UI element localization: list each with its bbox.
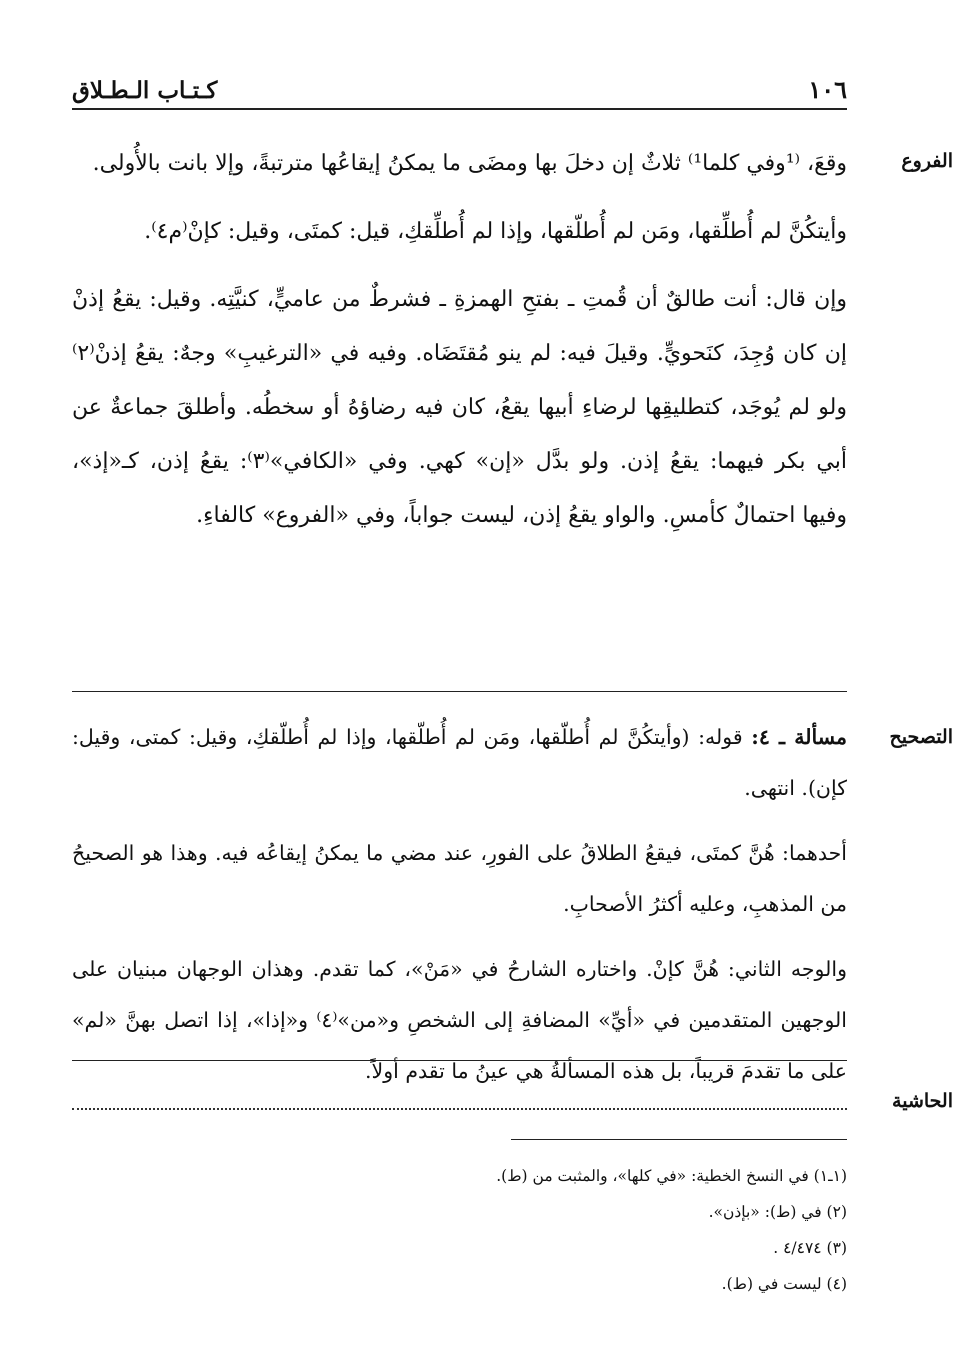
footnote-rule	[511, 1139, 847, 1140]
hashiya-label: الحاشية	[892, 1090, 953, 1112]
tashih-paragraph-2: أحدهما: هُنَّ كمتَى، فيقعُ الطلاقُ على الفورِ، عند مضي ما يمكنُ إيقاعُه فيه. وهذا هو الصحيحُ من المذهبِ، وعليه أكثرُ الأصحابِ.	[72, 841, 847, 916]
tashih-section	[72, 712, 847, 1111]
section-divider	[72, 691, 847, 692]
tashih-paragraph-1-text: قوله: (وأيتكُنَّ لم أُطلّقها، ومَن لم أُطلّقها، وإذا لم أُطلّقكِ، وقيل: كمتى، وقيل: كإن). انتهى.	[72, 725, 847, 800]
hashiya-dotted-line	[72, 1094, 847, 1110]
page-number: ١٠٦	[808, 75, 847, 104]
footnote-1: (١ـ١) في النسخ الخطية: «في كلها»، والمثبت من (ط).	[496, 1167, 847, 1185]
footnotes	[300, 1158, 847, 1302]
footnote-4: (٤) ليست في (ط).	[721, 1275, 847, 1293]
footnote-3: (٣) ٤/٤٧٤ .	[773, 1239, 847, 1257]
tashih-paragraph-3: والوجه الثاني: هُنَّ كإنْ. واختاره الشارحُ في «مَنْ»، كما تقدم. وهذان الوجهان مبنيان على الوجهين المتقدمين في «أيِّ» المضافةِ إلى الشخصِ و«من»⁽٤⁾ و«إذا»، إذا اتصل بهنَّ «لم» على ما تقدمَ قريباً، بل هذه المسألةُ هي عينُ ما تقدم أولاً.	[72, 957, 847, 1083]
running-header	[72, 70, 847, 110]
furu-paragraph-3: وإن قال: أنت طالقٌ أن قُمتِ ـ بفتحِ الهمزةِ ـ فشرطٌ من عاميٍّ، كنيَّتِه. وقيل: يقعُ إذنْ إن كان وُجِدَ، كنَحويٍّ. وقيلَ فيه: لم ينو مُقتَضَاه. وفيه في «الترغيبِ» وجهٌ: يقعُ إذنْ⁽٢⁾ ولو لم يُوجَد، كتطليقِها لرضاءِ أبيها يقعُ، كان فيه رضاؤهُ أو سخطُه. وأطلقَ جماعةٌ عن أبي بكر فيهما: يقعُ إذن. ولو بدَّل «إن» كهي. وفي «الكافي»⁽٣⁾: يقعُ إذن، كـ«إذ»، وفيها احتمالٌ كأمسِ. والواو يقعُ إذن، ليست جواباً، وفي «الفروع» كالفاءِ.	[72, 287, 847, 528]
furu-label: الفروع	[901, 150, 953, 172]
footnote-2: (٢) في (ط): «بإذن».	[708, 1203, 847, 1221]
tashih-label: التصحيح	[889, 726, 953, 748]
book-title: كـتـاب الـطـلاق	[72, 77, 218, 104]
tashih-paragraph-1	[72, 712, 847, 814]
furu-paragraph-2: وأيتكُنَّ لم أُطلِّقها، ومَن لم أُطلّقها، وإذا لم أُطلِّقكِ، قيل: كمتَى، وقيل: كإنْ⁽م٤⁾.	[144, 219, 847, 244]
furu-paragraph-1: وقعَ، ⁽¹وفي كلما¹⁾ ثلاثٌ إن دخلَ بها ومضَى ما يمكنُ إيقاعُها مترتبةً، وإلا بانت بالأُولى.	[92, 151, 847, 176]
furu-section	[72, 137, 847, 557]
section-divider-2	[72, 1060, 847, 1061]
masala-label: مسألة ـ ٤:	[751, 725, 848, 749]
